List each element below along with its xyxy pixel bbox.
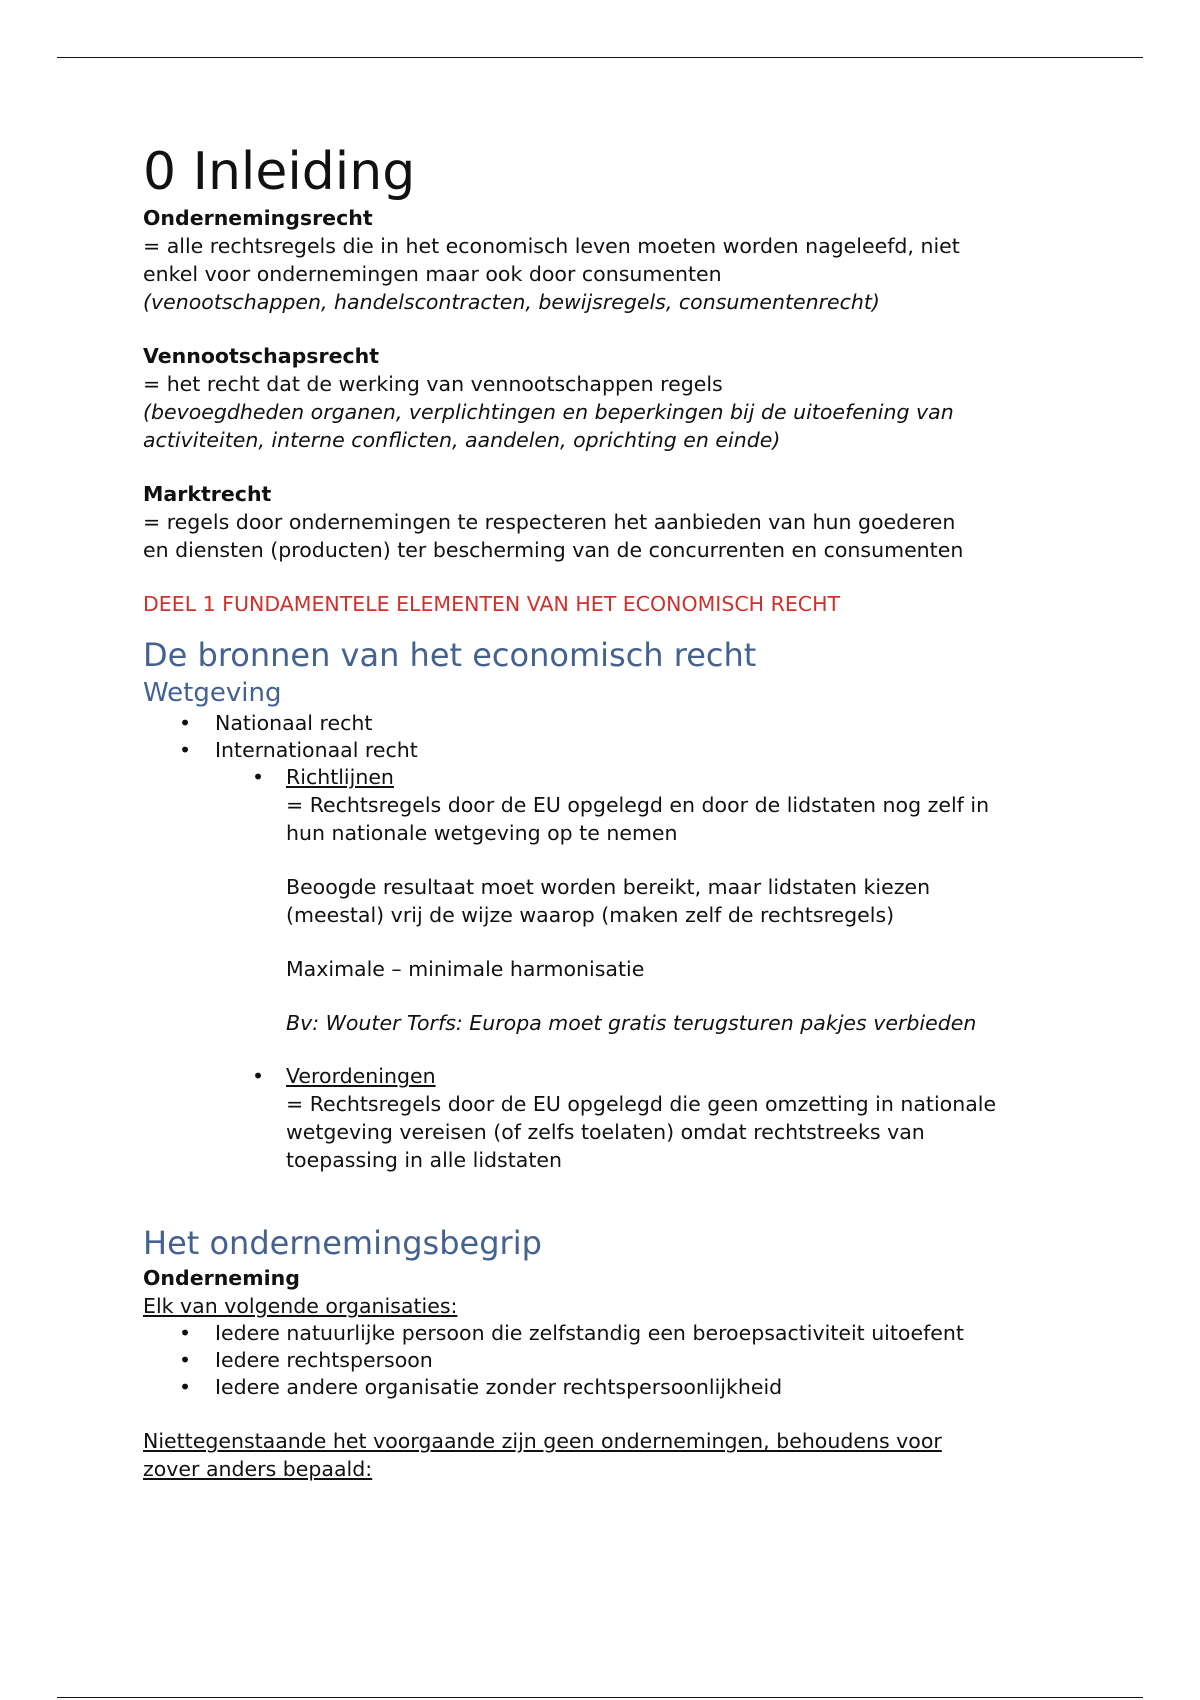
list-item: • Iedere rechtspersoon [143, 1347, 1083, 1374]
definition-line: = Rechtsregels door de EU opgelegd en door de lidstaten nog zelf in [286, 793, 990, 817]
verordeningen-label: Verordeningen [286, 1064, 436, 1088]
richtlijnen-label: Richtlijnen [286, 765, 394, 789]
exception-line: zover anders bepaald: [143, 1457, 373, 1481]
examples-line: activiteiten, interne conflicten, aandelen, oprichting en einde) [143, 428, 781, 452]
heading-ondernemingsbegrip: Het ondernemingsbegrip [143, 1224, 542, 1262]
term-vennootschapsrecht: Vennootschapsrecht [143, 344, 380, 368]
note-line: Beoogde resultaat moet worden bereikt, maar lidstaten kiezen [286, 875, 931, 899]
exception-line: Niettegenstaande het voorgaande zijn geen ondernemingen, behoudens voor [143, 1429, 942, 1453]
list-item: • Nationaal recht [143, 710, 1083, 737]
subheading-wetgeving: Wetgeving [143, 678, 282, 708]
list-item: • Iedere andere organisatie zonder rechtspersoonlijkheid [143, 1374, 1083, 1401]
organisaties-list [143, 1320, 1083, 1401]
examples-line: (bevoegdheden organen, verplichtingen en beperkingen bij de uitoefening van [143, 400, 954, 424]
examples-line: (venootschappen, handelscontracten, bewijsregels, consumentenrecht) [143, 290, 880, 314]
definition-line: = het recht dat de werking van vennootschappen regels [143, 372, 723, 396]
wetgeving-list [143, 710, 1083, 764]
bottom-rule [57, 1697, 1143, 1698]
term-ondernemingsrecht: Ondernemingsrecht [143, 206, 373, 230]
definition-line: = alle rechtsregels die in het economisch leven moeten worden nageleefd, niet [143, 234, 960, 258]
verordeningen-body [286, 1090, 1083, 1174]
definition-line: = regels door ondernemingen te respecteren het aanbieden van hun goederen [143, 510, 956, 534]
definition-line: = Rechtsregels door de EU opgelegd die geen omzetting in nationale [286, 1092, 997, 1116]
international-sublist [143, 764, 1083, 791]
document-body [143, 140, 1083, 1483]
intro-line: Elk van volgende organisaties: [143, 1294, 458, 1318]
list-item: • Internationaal recht [143, 737, 1083, 764]
harmonisatie-line: Maximale – minimale harmonisatie [286, 957, 645, 981]
part-heading: DEEL 1 FUNDAMENTELE ELEMENTEN VAN HET ECONOMISCH RECHT [143, 592, 841, 616]
top-rule [57, 57, 1143, 58]
heading-bronnen: De bronnen van het economisch recht [143, 636, 757, 674]
definition-line: hun nationale wetgeving op te nemen [286, 821, 678, 845]
list-item: • Iedere natuurlijke persoon die zelfstandig een beroepsactiviteit uitoefent [143, 1320, 1083, 1347]
international-sublist [143, 1063, 1083, 1090]
definition-line: en diensten (producten) ter bescherming van de concurrenten en consumenten [143, 538, 964, 562]
example-line: Bv: Wouter Torfs: Europa moet gratis terugsturen pakjes verbieden [286, 1011, 977, 1035]
note-line: (meestal) vrij de wijze waarop (maken zelf de rechtsregels) [286, 903, 895, 927]
list-item-richtlijnen [143, 764, 1083, 791]
list-item-verordeningen [143, 1063, 1083, 1090]
definition-line: toepassing in alle lidstaten [286, 1148, 562, 1172]
definition-line: wetgeving vereisen (of zelfs toelaten) omdat rechtstreeks van [286, 1120, 925, 1144]
term-marktrecht: Marktrecht [143, 482, 272, 506]
definition-line: enkel voor ondernemingen maar ook door consumenten [143, 262, 722, 286]
richtlijnen-body [286, 791, 1083, 1063]
page-title: 0 Inleiding [143, 142, 416, 202]
term-onderneming: Onderneming [143, 1266, 300, 1290]
